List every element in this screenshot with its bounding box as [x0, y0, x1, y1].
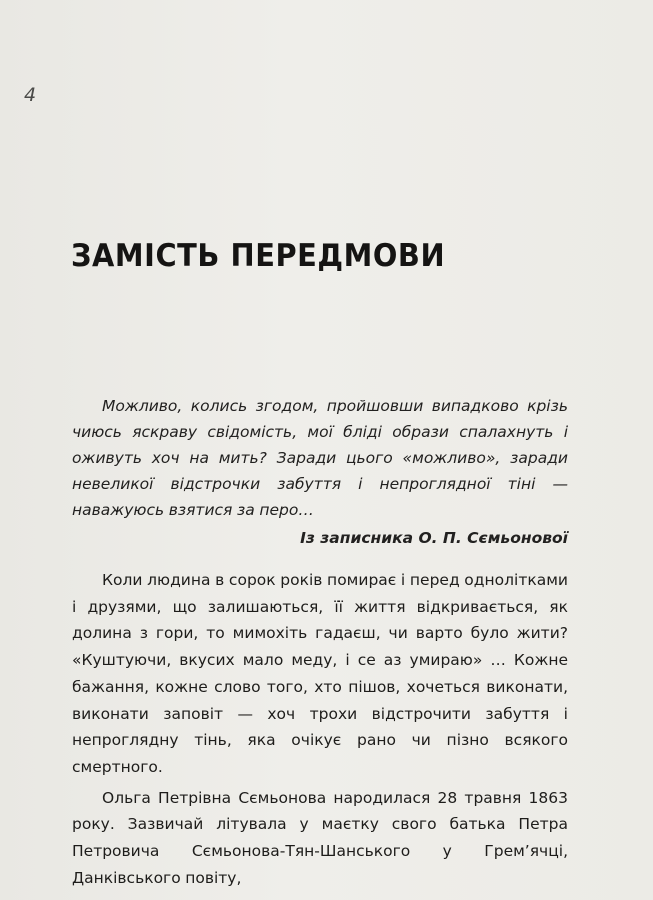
page-title: ЗАМІСТЬ ПЕРЕДМОВИ: [71, 238, 446, 274]
body-text: [72, 567, 568, 891]
body-paragraph-2: Ольга Петрівна Сємьонова народилася 28 травня 1863 року. Зазвичай літувала у маєтку свого батька Петра Петровича Сємьонова-Тян-Шанського у Грем’ячці, Данківського повіту,: [72, 788, 568, 887]
page-number: 4: [24, 84, 37, 106]
body-paragraph-1: Коли людина в сорок років помирає і перед однолітками і друзями, що залишаються, її життя відкривається, як долина з гори, то мимохіть гадаєш, чи варто було жити? «Куштуючи, вкусих мало меду, і се аз умираю» … Кожне бажання, кожне слово того, хто пішов, хочеться виконати, виконати заповіт — хоч трохи відстрочити забуття і непроглядну тінь, яка очікує рано чи пізно всякого смертного.: [72, 571, 568, 776]
epigraph-text: Можливо, колись згодом, пройшовши випадково крізь чиюсь яскраву свідомість, мої бліді образи спалахнуть і оживуть хоч на мить? Заради цього «можливо», заради невеликої відстрочки забуття і непроглядної тіні — наважуюсь взятися за перо…: [72, 397, 568, 519]
epigraph-source: Із записника О. П. Сємьонової: [300, 529, 568, 547]
epigraph: [72, 393, 568, 551]
